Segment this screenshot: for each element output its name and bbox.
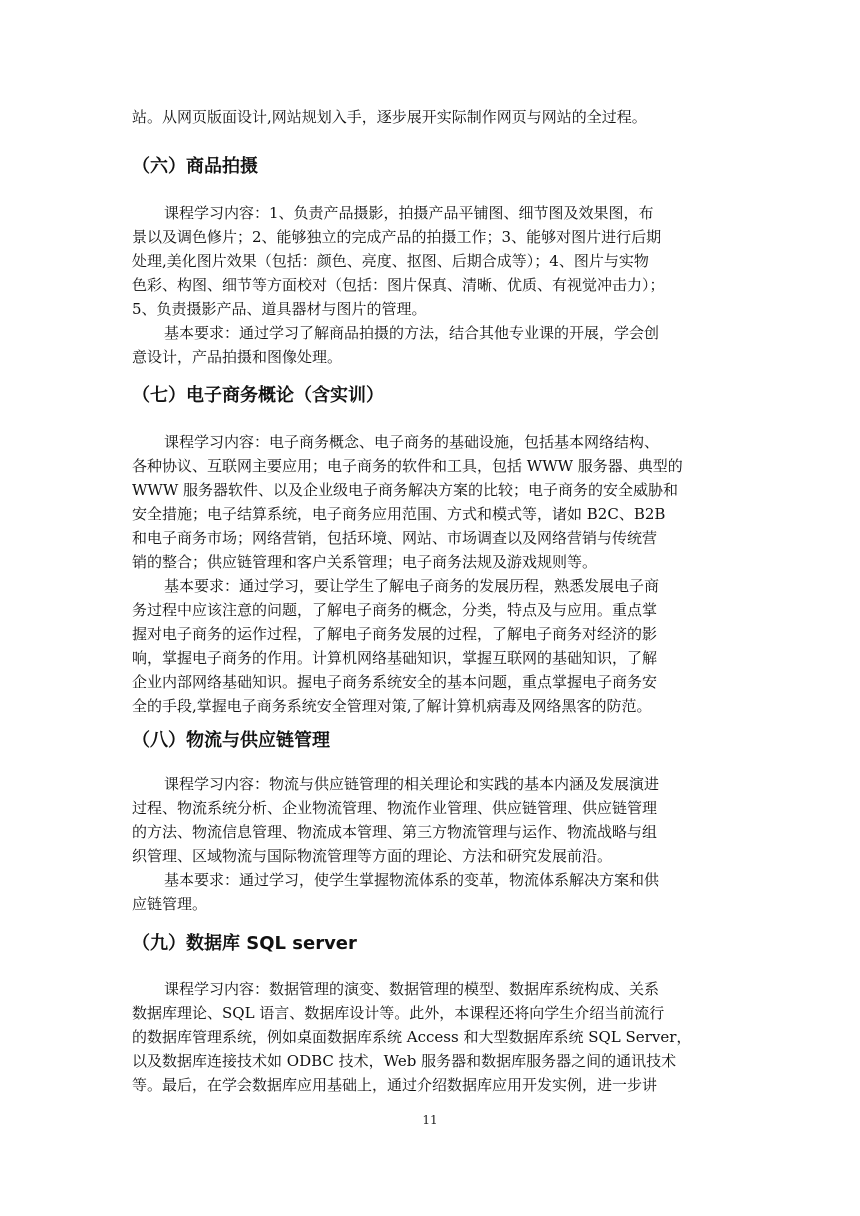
- body-line: 景以及调色修片；2、能够独立的完成产品的拍摄工作；3、能够对图片进行后期: [132, 228, 662, 246]
- body-line: 意设计，产品拍摄和图像处理。: [132, 348, 343, 366]
- body-line: 以及数据库连接技术如 ODBC 技术，Web 服务器和数据库服务器之间的通讯技术: [132, 1052, 677, 1070]
- body-line: 全的手段,掌握电子商务系统安全管理对策,了解计算机病毒及网络黑客的防范。: [132, 697, 652, 715]
- body-line: 销的整合；供应链管理和客户关系管理；电子商务法规及游戏规则等。: [132, 553, 598, 571]
- body-line: 的方法、物流信息管理、物流成本管理、第三方物流管理与运作、物流战略与组: [132, 823, 658, 841]
- body-line: 基本要求：通过学习了解商品拍摄的方法，结合其他专业课的开展，学会创: [164, 324, 660, 342]
- body-line: 企业内部网络基础知识。握电子商务系统安全的基本问题，重点掌握电子商务安: [132, 673, 658, 691]
- body-line: 处理,美化图片效果（包括：颜色、亮度、抠图、后期合成等）；4、图片与实物: [132, 252, 649, 270]
- body-line: 课程学习内容：1、负责产品摄影，拍摄产品平铺图、细节图及效果图，布: [164, 204, 654, 222]
- body-line: 应链管理。: [132, 895, 208, 913]
- body-line: 课程学习内容：数据管理的演变、数据管理的模型、数据库系统构成、关系: [164, 980, 660, 998]
- section-heading-product-photography: （六）商品拍摄: [132, 156, 258, 177]
- body-line: 5、负责摄影产品、道具器材与图片的管理。: [132, 300, 427, 318]
- body-line: 和电子商务市场；网络营销，包括环境、网站、市场调查以及网络营销与传统营: [132, 529, 658, 547]
- body-line: 基本要求：通过学习，要让学生了解电子商务的发展历程，熟悉发展电子商: [164, 577, 660, 595]
- body-line: 数据库理论、SQL 语言、数据库设计等。此外，本课程还将向学生介绍当前流行: [132, 1004, 665, 1022]
- body-line: 响，掌握电子商务的作用。计算机网络基础知识，掌握互联网的基础知识，了解: [132, 649, 658, 667]
- section-heading-ecommerce: （七）电子商务概论（含实训）: [132, 385, 384, 406]
- body-line: 各种协议、互联网主要应用；电子商务的软件和工具，包括 WWW 服务器、典型的: [132, 457, 683, 475]
- section-heading-database: （九）数据库 SQL server: [132, 933, 357, 954]
- body-line: 色彩、构图、细节等方面校对（包括：图片保真、清晰、优质、有视觉冲击力）；: [132, 276, 665, 294]
- body-line: 站。从网页版面设计,网站规划入手，逐步展开实际制作网页与网站的全过程。: [132, 108, 647, 126]
- body-line: 握对电子商务的运作过程，了解电子商务发展的过程，了解电子商务对经济的影: [132, 625, 658, 643]
- body-line: WWW 服务器软件、以及企业级电子商务解决方案的比较；电子商务的安全威胁和: [132, 481, 679, 499]
- body-line: 务过程中应该注意的问题，了解电子商务的概念，分类，特点及与应用。重点掌: [132, 601, 658, 619]
- body-line: 课程学习内容：物流与供应链管理的相关理论和实践的基本内涵及发展演进: [164, 775, 660, 793]
- body-line: 的数据库管理系统，例如桌面数据库系统 Access 和大型数据库系统 SQL Server，: [132, 1028, 692, 1046]
- body-line: 基本要求：通过学习，使学生掌握物流体系的变革，物流体系解决方案和供: [164, 871, 660, 889]
- page-number: 11: [422, 1113, 438, 1127]
- body-line: 课程学习内容：电子商务概念、电子商务的基础设施，包括基本网络结构、: [164, 433, 660, 451]
- body-line: 过程、物流系统分析、企业物流管理、物流作业管理、供应链管理、供应链管理: [132, 799, 658, 817]
- body-line: 安全措施；电子结算系统，电子商务应用范围、方式和模式等，诸如 B2C、B2B: [132, 505, 666, 523]
- body-line: 织管理、区域物流与国际物流管理等方面的理论、方法和研究发展前沿。: [132, 847, 613, 865]
- section-heading-logistics: （八）物流与供应链管理: [132, 730, 330, 751]
- body-line: 等。最后，在学会数据库应用基础上，通过介绍数据库应用开发实例，进一步讲: [132, 1076, 658, 1094]
